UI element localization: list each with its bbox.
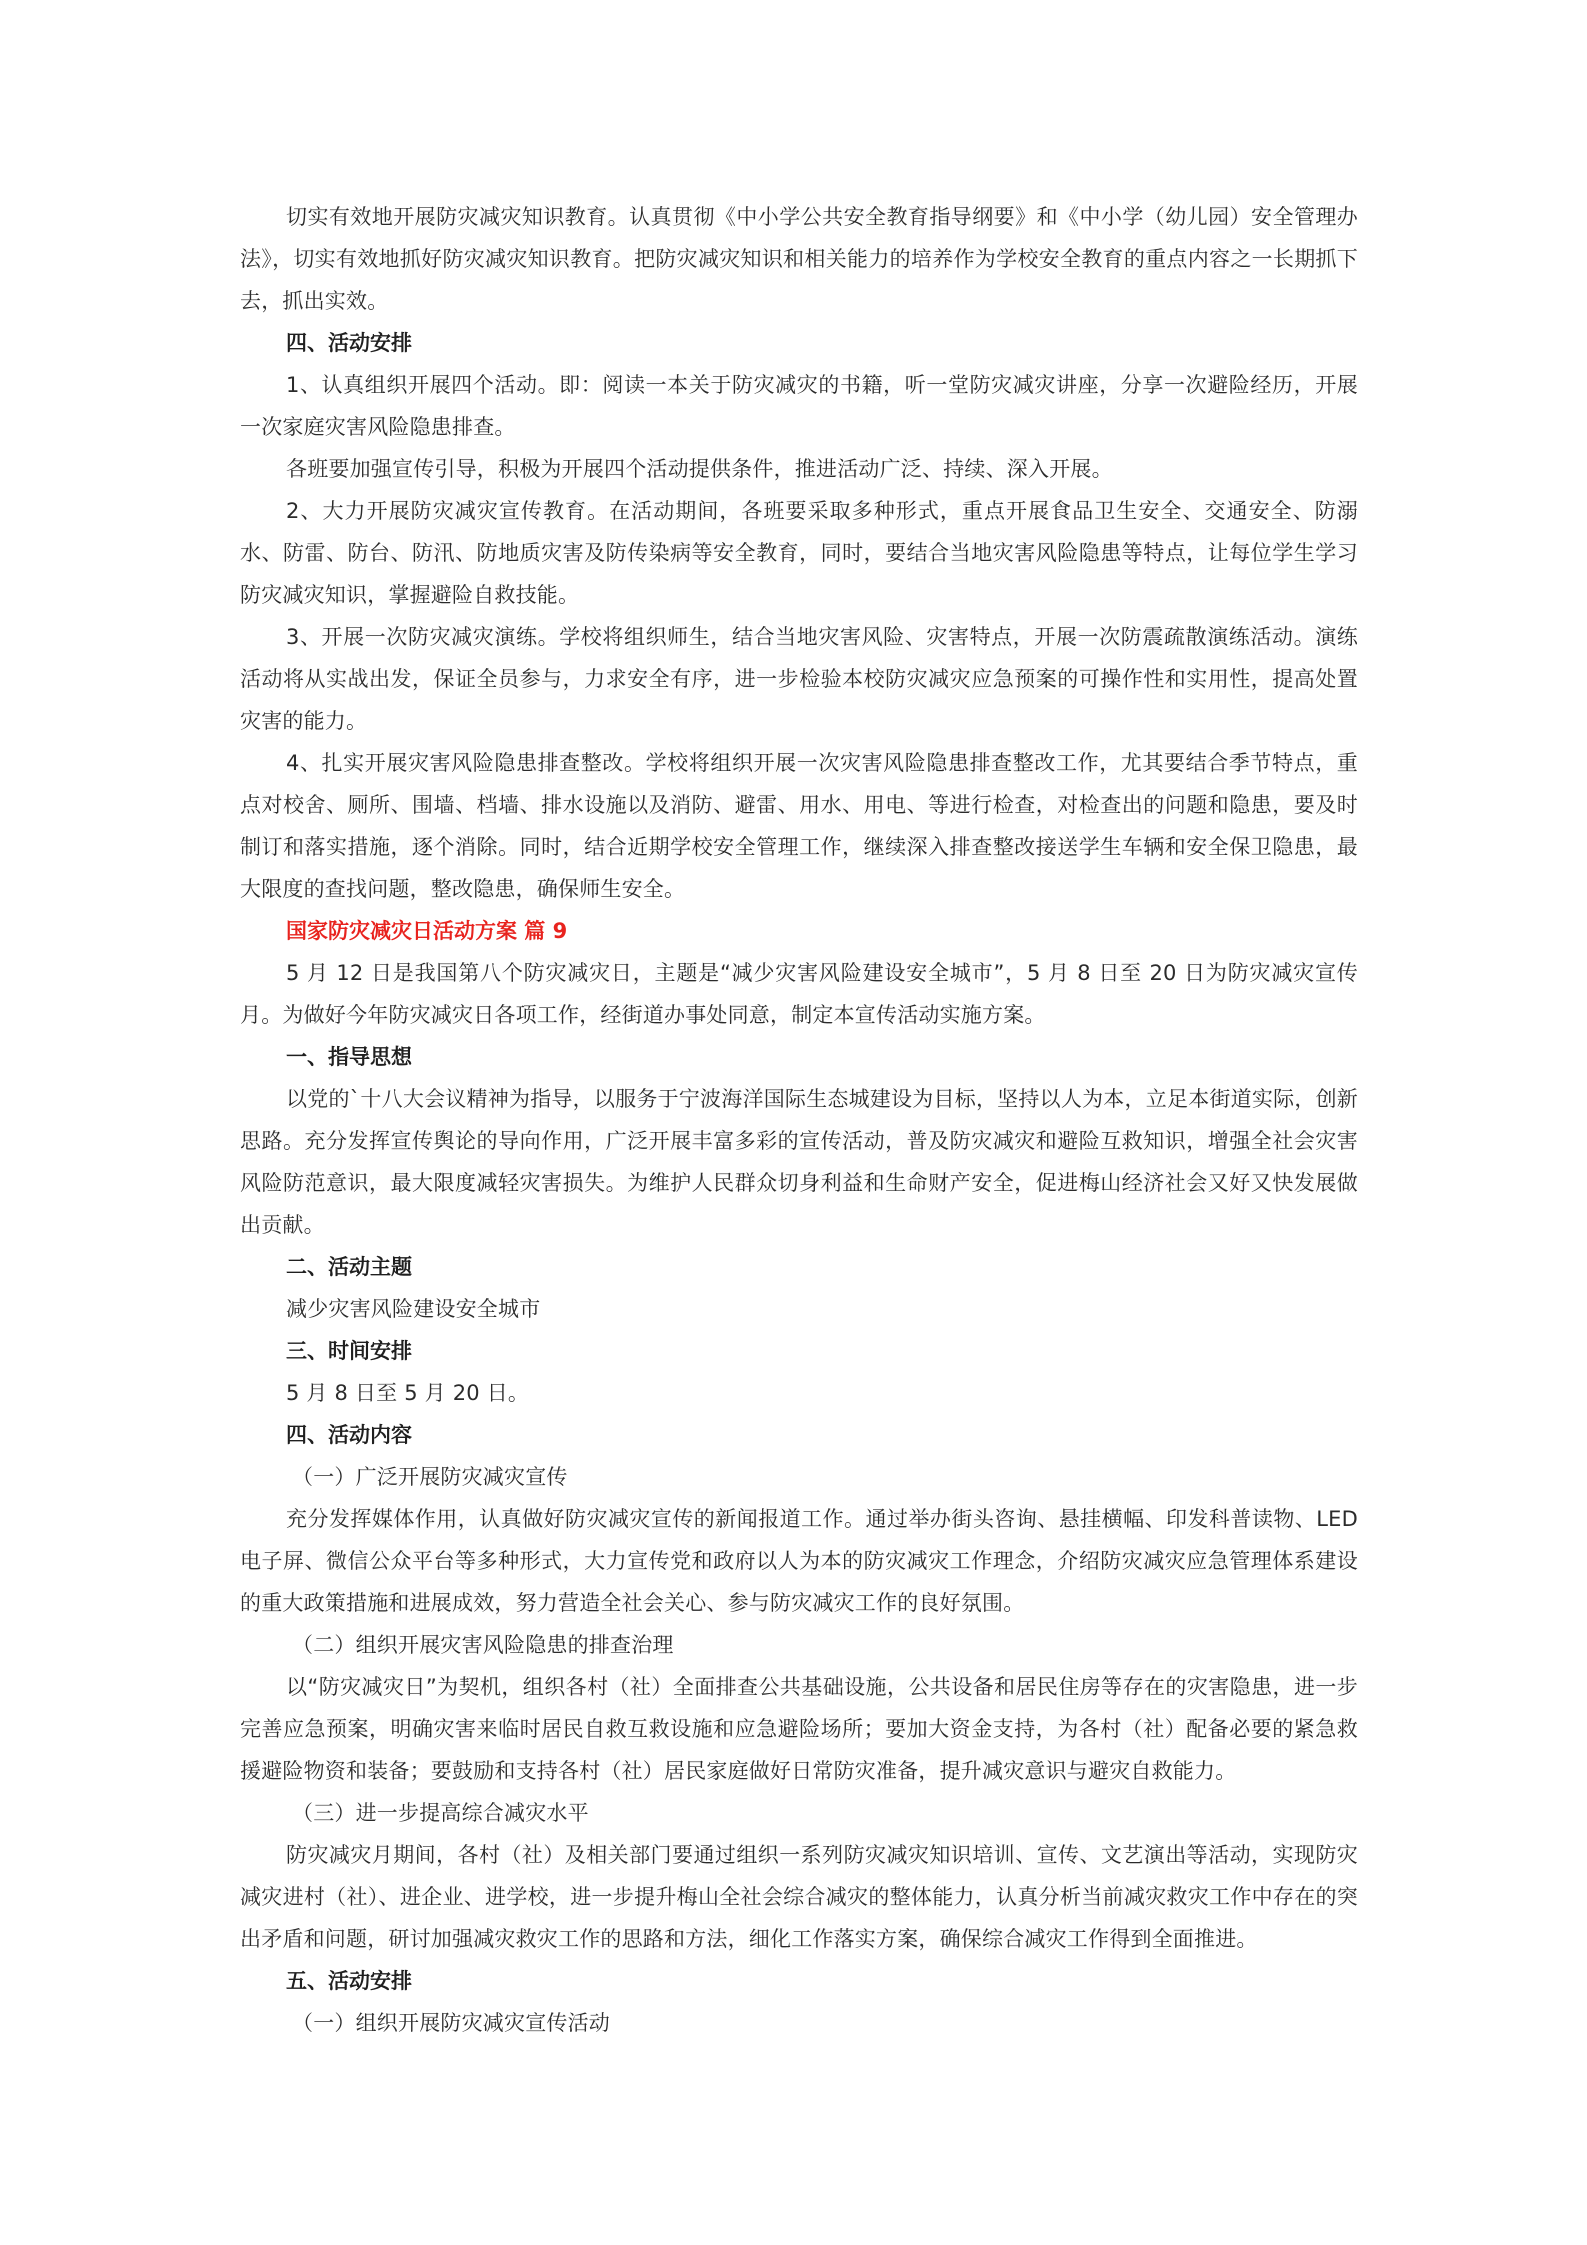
section-heading: 二、活动主题: [286, 1255, 412, 1279]
body-paragraph: 以党的`十八大会议精神为指导，以服务于宁波海洋国际生态城建设为目标，坚持以人为本，立足本街道实际，创新思路。充分发挥宣传舆论的导向作用，广泛开展丰富多彩的宣传活动，普及防灾减灾和避险互救知识，增强全社会灾害风险防范意识，最大限度减轻灾害损失。为维护人民群众切身利益和生命财产安全，促进梅山经济社会又好又快发展做出贡献。: [240, 1087, 1358, 1237]
section-heading: 三、时间安排: [286, 1339, 412, 1363]
body-paragraph: 以“防灾减灾日”为契机，组织各村（社）全面排查公共基础设施，公共设备和居民住房等存在的灾害隐患，进一步完善应急预案，明确灾害来临时居民自救互救设施和应急避险场所；要加大资金支持，为各村（社）配备必要的紧急救援避险物资和装备；要鼓励和支持各村（社）居民家庭做好日常防灾准备，提升减灾意识与避灾自救能力。: [240, 1675, 1358, 1783]
body-paragraph: 防灾减灾月期间，各村（社）及相关部门要通过组织一系列防灾减灾知识培训、宣传、文艺演出等活动，实现防灾减灾进村（社）、进企业、进学校，进一步提升梅山全社会综合减灾的整体能力，认真分析当前减灾救灾工作中存在的突出矛盾和问题，研讨加强减灾救灾工作的思路和方法，细化工作落实方案，确保综合减灾工作得到全面推进。: [240, 1843, 1358, 1951]
body-paragraph: 4、扎实开展灾害风险隐患排查整改。学校将组织开展一次灾害风险隐患排查整改工作，尤其要结合季节特点，重点对校舍、厕所、围墙、档墙、排水设施以及消防、避雷、用水、用电、等进行检查，对检查出的问题和隐患，要及时制订和落实措施，逐个消除。同时，结合近期学校安全管理工作，继续深入排查整改接送学生车辆和安全保卫隐患，最大限度的查找问题，整改隐患，确保师生安全。: [240, 751, 1358, 901]
section-heading: 四、活动内容: [286, 1423, 412, 1447]
body-paragraph: 减少灾害风险建设安全城市: [286, 1297, 541, 1321]
body-paragraph: 切实有效地开展防灾减灾知识教育。认真贯彻《中小学公共安全教育指导纲要》和《中小学（幼儿园）安全管理办法》，切实有效地抓好防灾减灾知识教育。把防灾减灾知识和相关能力的培养作为学校安全教育的重点内容之一长期抓下去，抓出实效。: [240, 205, 1358, 313]
body-paragraph: 5 月 8 日至 5 月 20 日。: [286, 1381, 530, 1405]
body-paragraph: 2、大力开展防灾减灾宣传教育。在活动期间，各班要采取多种形式，重点开展食品卫生安全、交通安全、防溺水、防雷、防台、防汛、防地质灾害及防传染病等安全教育，同时，要结合当地灾害风险隐患等特点，让每位学生学习防灾减灾知识，掌握避险自救技能。: [240, 499, 1358, 607]
document-page: [240, 196, 1358, 2044]
body-paragraph: 充分发挥媒体作用，认真做好防灾减灾宣传的新闻报道工作。通过举办街头咨询、悬挂横幅、印发科普读物、LED 电子屏、微信公众平台等多种形式，大力宣传党和政府以人为本的防灾减灾工作理念，介绍防灾减灾应急管理体系建设的重大政策措施和进展成效，努力营造全社会关心、参与防灾减灾工作的良好氛围。: [240, 1507, 1358, 1615]
body-paragraph: 1、认真组织开展四个活动。即：阅读一本关于防灾减灾的书籍，听一堂防灾减灾讲座，分享一次避险经历，开展一次家庭灾害风险隐患排查。: [240, 373, 1358, 439]
article-title: 国家防灾减灾日活动方案 篇 9: [286, 919, 568, 943]
body-paragraph: 5 月 12 日是我国第八个防灾减灾日，主题是“减少灾害风险建设安全城市”，5 月 8 日至 20 日为防灾减灾宣传月。为做好今年防灾减灾日各项工作，经街道办事处同意，制定本宣传活动实施方案。: [240, 961, 1358, 1027]
section-heading: 四、活动安排: [286, 331, 412, 355]
section-heading: 五、活动安排: [286, 1969, 412, 1993]
subsection-heading: （一）广泛开展防灾减灾宣传: [292, 1465, 568, 1489]
subsection-heading: （二）组织开展灾害风险隐患的排查治理: [292, 1633, 674, 1657]
body-paragraph: 各班要加强宣传引导，积极为开展四个活动提供条件，推进活动广泛、持续、深入开展。: [286, 457, 1113, 481]
body-paragraph: 3、开展一次防灾减灾演练。学校将组织师生，结合当地灾害风险、灾害特点，开展一次防震疏散演练活动。演练活动将从实战出发，保证全员参与，力求安全有序，进一步检验本校防灾减灾应急预案的可操作性和实用性，提高处置灾害的能力。: [240, 625, 1358, 733]
subsection-heading: （一）组织开展防灾减灾宣传活动: [292, 2011, 610, 2035]
section-heading: 一、指导思想: [286, 1045, 412, 1069]
subsection-heading: （三）进一步提高综合减灾水平: [292, 1801, 589, 1825]
